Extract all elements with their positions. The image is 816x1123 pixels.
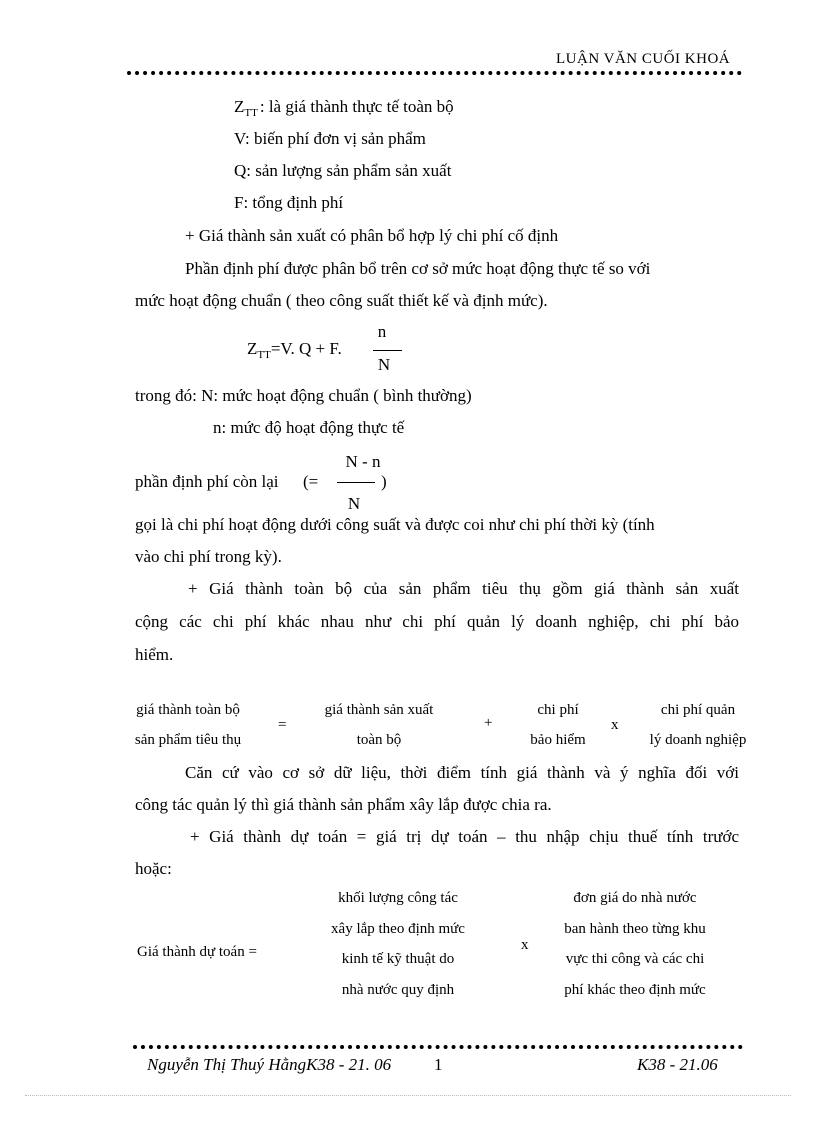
eq-times: x xyxy=(611,717,619,733)
eq-d-line1: chi phí quản xyxy=(660,702,736,718)
para2-line2: vào chi phí trong kỳ). xyxy=(135,547,282,566)
footer-author: Nguyễn Thị Thuý HằngK38 - 21. 06 xyxy=(147,1055,392,1074)
def-v: V: biến phí đơn vị sản phẩm xyxy=(234,129,426,148)
dt-right-2: ban hành theo từng khu xyxy=(564,921,706,937)
header-divider xyxy=(127,71,742,75)
remain-fraction-bar xyxy=(337,482,375,483)
def-z: $Z_{TT}$ : là giá thành thực tế toàn bộ xyxy=(234,97,454,119)
remain-denominator: N xyxy=(347,494,361,513)
dt-mid-1: khối lượng công tác xyxy=(338,890,458,906)
formula-1-numerator: n xyxy=(377,322,387,341)
para1-line1: Phần định phí được phân bổ trên cơ sở mức hoạt động thực tế so với xyxy=(185,259,651,278)
remain-close: ) xyxy=(381,472,387,491)
where-1: trong đó: N: mức hoạt động chuẩn ( bình thường) xyxy=(135,386,472,405)
dt-times: x xyxy=(521,937,529,953)
para2-line1: gọi là chi phí hoạt động dưới công suất và được coi như chi phí thời kỳ (tính xyxy=(135,515,655,534)
para1-line2: mức hoạt động chuẩn ( theo công suất thiết kế và định mức). xyxy=(135,291,548,310)
eq-a-line2: sản phẩm tiêu thụ xyxy=(134,732,242,748)
eq-equals: = xyxy=(278,717,287,733)
remain-open: (= xyxy=(303,472,319,491)
remain-label: phần định phí còn lại xyxy=(135,472,279,491)
bullet3-line2: hoặc: xyxy=(135,859,172,878)
eq-b-line1: giá thành sản xuất xyxy=(324,702,434,718)
eq-b-line2: toàn bộ xyxy=(356,732,402,748)
header-title: LUẬN VĂN CUỐI KHOÁ xyxy=(556,51,731,67)
bullet-1: + Giá thành sản xuất có phân bổ hợp lý chi phí cố định xyxy=(185,226,559,245)
para3-line1: Căn cứ vào cơ sở dữ liệu, thời điểm tính giá thành và ý nghĩa đối với xyxy=(185,763,739,782)
dt-mid-2: xây lắp theo định mức xyxy=(331,921,465,937)
formula-1: $Z_{TT}=V$. Q + F. xyxy=(247,339,342,361)
eq-plus: + xyxy=(484,715,493,731)
def-f: F: tổng định phí xyxy=(234,193,344,212)
dt-label: Giá thành dự toán = xyxy=(137,944,257,960)
dt-right-4: phí khác theo định mức xyxy=(564,982,706,998)
formula-1-fraction-bar xyxy=(373,350,402,351)
eq-a-line1: giá thành toàn bộ xyxy=(136,702,240,718)
dt-mid-4: nhà nước quy định xyxy=(341,982,455,998)
page-bottom-divider xyxy=(25,1095,791,1096)
bullet2-line2: cộng các chi phí khác nhau như chi phí quản lý doanh nghiệp, chi phí bảo xyxy=(135,612,739,631)
eq-c-line2: bảo hiểm xyxy=(530,732,586,748)
remain-numerator: N - n xyxy=(345,452,381,471)
footer-page-number: 1 xyxy=(434,1055,443,1074)
dt-mid-3: kinh tế kỹ thuật do xyxy=(341,951,455,967)
dt-right-1: đơn giá do nhà nước xyxy=(573,890,697,906)
dt-right-3: vực thi công và các chi xyxy=(565,951,705,967)
para3-line2: công tác quản lý thì giá thành sản phẩm xây lắp được chia ra. xyxy=(135,795,552,814)
eq-c-line1: chi phí xyxy=(537,702,579,718)
eq-d-line2: lý doanh nghiệp xyxy=(649,732,747,748)
where-2: n: mức độ hoạt động thực tế xyxy=(213,418,405,437)
bullet2-line1: + Giá thành toàn bộ của sản phẩm tiêu thụ gồm giá thành sản xuất xyxy=(188,579,739,598)
bullet2-line3: hiểm. xyxy=(135,645,174,664)
formula-1-denominator: N xyxy=(377,355,391,374)
footer-right: K38 - 21.06 xyxy=(637,1055,718,1074)
def-q: Q: sản lượng sản phẩm sản xuất xyxy=(234,161,452,180)
bullet3-line1: + Giá thành dự toán = giá trị dự toán – thu nhập chịu thuế tính trước xyxy=(190,827,739,846)
footer-divider xyxy=(133,1045,743,1049)
